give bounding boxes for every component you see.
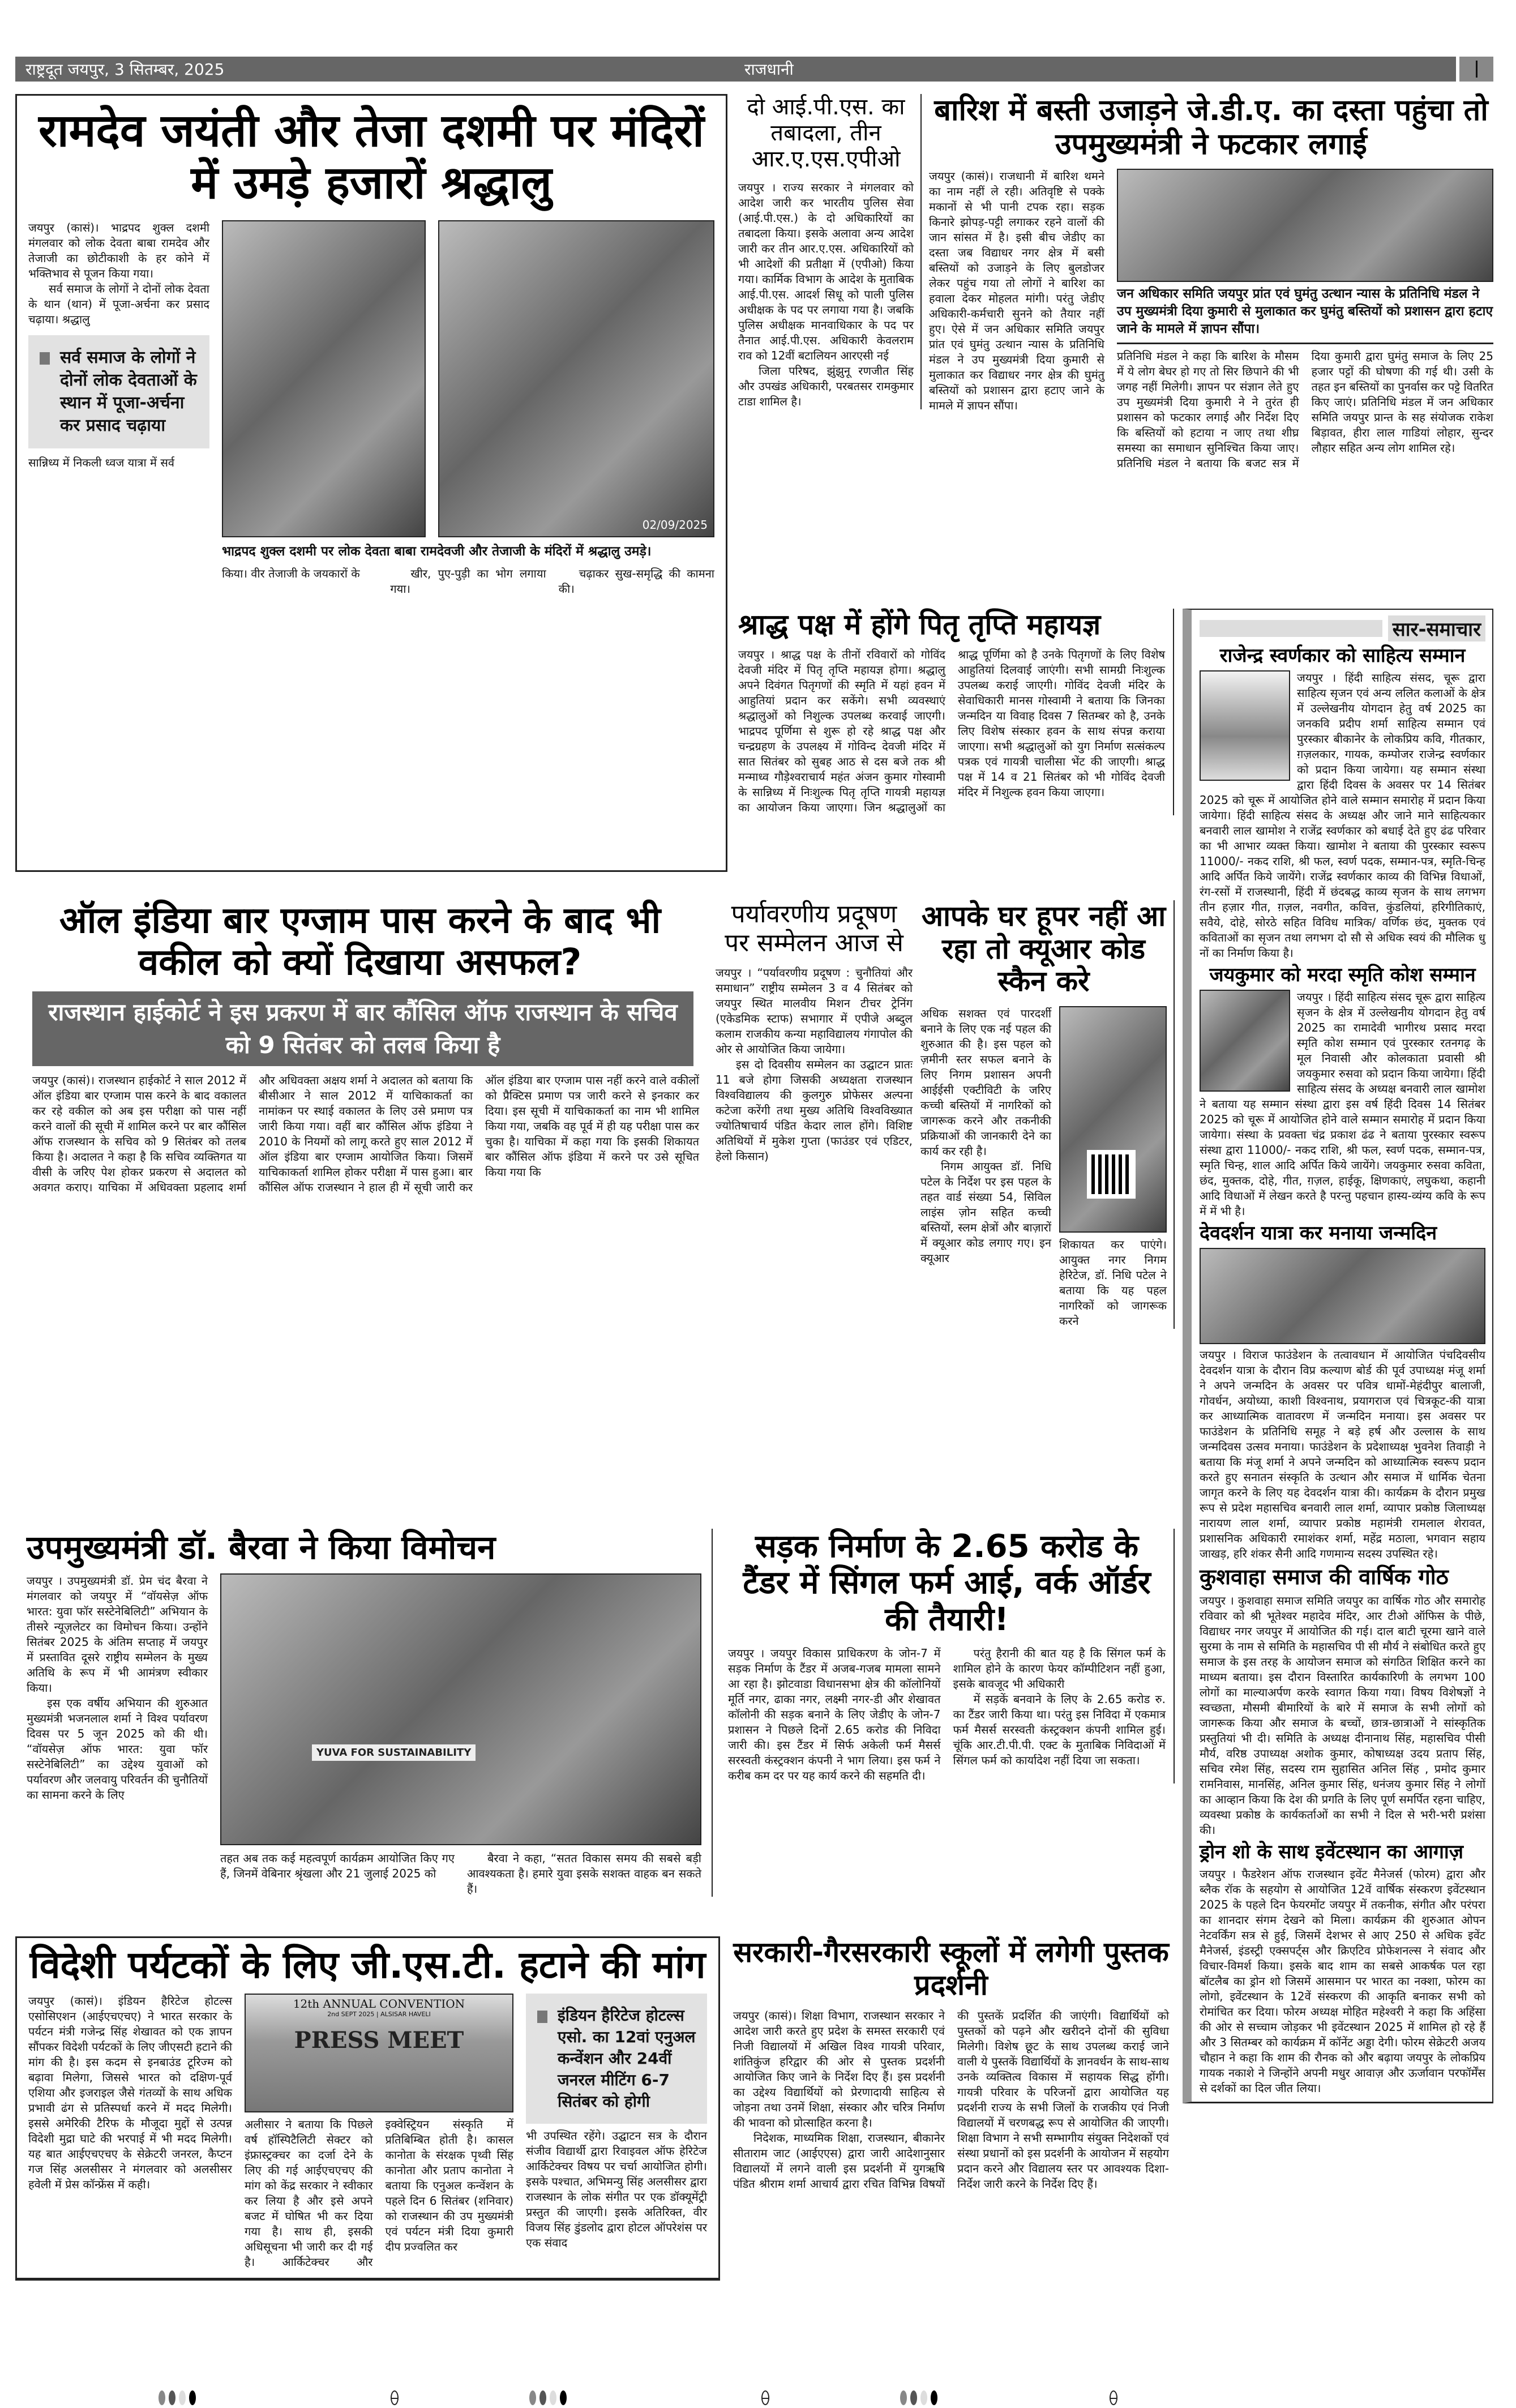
man-holding-qr-poster-photo [1059,1006,1167,1233]
body-text: खीर, पुए-पुड़ी का भोग लगाया गया। [390,567,546,596]
headline: श्राद्ध पक्ष में होंगे पितृ तृप्ति महायज्ञ [738,608,1101,641]
body-text: भी उपस्थित रहेंगे। उद्घाटन सत्र के दौरान संजीव विद्यार्थी द्वारा रिवाइवल ऑफ हेरिटेज आर्किटेक्चर विषय पर चर्चा आयोजित होगी। इसके पश्चात, अभिमन्यु सिंह अलसीसर द्वारा राजस्थान के लोक संगीत पर एक डॉक्यूमेंट्री प्रस्तुत की जाएगी। इसके अतिरिक्त, वीर विजय सिंह डुंडलोद द्वारा होटल ऑपरेशंस पर एक संवाद [526,2128,707,2249]
article-jda-basti [929,94,1493,471]
body-text: जिला परिषद, झुंझुनू रणजीत सिंह और उपखंड अधिकारी, परबतसर रामकुमार टाडा शामिल है। [738,364,914,408]
body-text: परंतु हैरानी की बात यह है कि सिंगल फर्म के शामिल होने के कारण फेयर कॉम्पीटिशन नहीं हुआ, इसके बावजूद भी अधिकारी [953,1646,1166,1691]
delegation-meeting-photo [1117,169,1493,282]
body-text: जयपुर । श्राद्ध पक्ष के तीनों रविवारों को गोविंद देवजी मंदिर में पितृ तृप्ति महायज्ञ होगा। श्रद्धालु अपने दिवंगत पितृगणों की स्मृति में यहां हवन में आहुतियां प्रदान कर सकेंगे। सभी व्यवस्थाएं श्रद्धालुओं को निशुल्क उपलब्ध करवाई जाएगी। भाद्रपद पूर्णिमा से शुरू हो रहे श्राद्ध पक्ष और चन्द्रग्रहण के उपलक्ष्य में गोविन्द देवजी मंदिर में सात सितंबर को सुबह आठ से दस बजे तक श्री मन्माध्व गौड़ेश्वराचार्य महंत अंजन कुमार गोस्वामी के सान्निध्य में निःशुल्क पितृ तृप्ति गायत्री महायज्ञ का आयोजन किया जाएगा। जिन श्रद्धालुओं का श्राद्ध पूर्णिमा को है उनके पितृगणों के लिए विशेष आहुतियां दिलवाई जाएंगी। सभी सामग्री निःशुल्क उपलब्ध कराई जाएगी। गोविंद देवजी मंदिर के सेवाधिकारी मानस गोस्वामी ने बताया कि जिनका जन्मदिन या विवाह दिवस 7 सितम्बर को है, उनके लिए विशेष संस्कार हवन के साथ संपन्न कराया जाएगा। सभी श्रद्धालुओं को युग निर्माण सत्संकल्प पत्रक एवं गायत्री चालीसा भेंट की जाएगी। श्राद्ध पक्ष में 14 व 21 सितंबर को भी गोविंद देवजी मंदिर में निशुल्क हवन किया जाएगा। [738,647,1165,814]
body-text: जयपुर (कासं)। शिक्षा विभाग, राजस्थान सरकार ने आदेश जारी करते हुए प्रदेश के समस्त सरकारी एवं निजी विद्यालयों में अखिल विश्व गायत्री परिवार, शांतिकुंज हरिद्वार की ओर से पुस्तक प्रदर्शनी आयोजित किए जाने के निर्देश दिए हैं। इस प्रदर्शनी का उद्देश्य विद्यार्थियों को प्रेरणादायी साहित्य से जोड़ना तथा उनमें शिक्षा, संस्कार और चरित्र निर्माण की भावना को प्रोत्साहित करना है। [733,2009,945,2129]
body-text: जयपुर । उपमुख्यमंत्री डॉ. प्रेम चंद बैरवा ने मंगलवार को जयपुर में “वॉयसेज़ ऑफ भारत: युवा फॉर सस्टेनेबिलिटी” अभियान के तीसरे न्यूज़लेटर का विमोचन किया। उन्होंने सितंबर 2025 के अंतिम सप्ताह में जयपुर में प्रस्तावित दूसरे राष्ट्रीय सम्मेलन के मुख्य अतिथि के रूप में भी आमंत्रण स्वीकार किया। [27,1573,208,1695]
registration-crosshair-icon [1110,2390,1117,2405]
event-highlight-box: इंडियन हैरिटेज होटल्स एसो. का 12वां एनुअल कन्वेंशन और 24वीं जनरल मीटिंग 6-7 सितंबर को होगी [526,1994,707,2124]
devotees-crowd-photo [438,220,714,537]
pilgrims-bathing-photo [1200,1248,1485,1344]
photo-caption: जन अधिकार समिति जयपुर प्रांत एवं घुमंतु उत्थान न्यास के प्रतिनिधि मंडल ने उप मुख्यमंत्री दिया कुमारी से मुलाकात कर घुमंतु बस्तियों को प्रशासन द्वारा हटाए जाने के मामले में ज्ञापन सौंपा। [1117,282,1493,344]
date-line: राष्ट्रदूत जयपुर, 3 सितम्बर, 2025 [25,60,225,79]
body-text: जयपुर । विराज फाउंडेशन के तत्वावधान में आयोजित पंचदिवसीय देवदर्शन यात्रा के दौरान विप्र कल्याण बोर्ड की पूर्व उपाध्यक्ष मंजू शर्मा ने अपने जन्मदिन के अवसर पर पवित्र धामों-मेहंदीपुर बालाजी, गोवर्धन, अयोध्या, काशी विश्वनाथ, प्रयागराज एवं चित्रकूट-की यात्रा कर आध्यात्मिक वातावरण में जन्मदिन मनाया। इस अवसर पर फाउंडेशन के प्रतिनिधि समूह ने बड़े हर्ष और उल्लास के साथ जन्मदिवस उत्सव मनाया। फाउंडेशन के प्रदेशाध्यक्ष भुवनेश तिवाड़ी ने बताया कि मंजू शर्मा ने अपने जन्मदिन को आध्यात्मिक स्वरूप प्रदान करते हुए सनातन संस्कृति के उत्थान और समाज में धार्मिक चेतना जागृत करने के लिए यह देवदर्शन यात्रा की। कार्यक्रम के दौरान प्रमुख रूप से प्रदेश महासचिव बनवारी लाल शर्मा, व्यापार प्रकोष्ठ जिलाध्यक्ष नारायण लाल शर्मा, व्यापार प्रकोष्ठ महामंत्री रामलाल शेरावत, प्रशासनिक अधिकारी रमाशंकर शर्मा, महेंद्र मठाला, भगवान सहाय जाखड़, हरि शंकर सैनी आदि गणमान्य सदस्य उपस्थित रहे। [1200,1348,1485,1561]
body-text: जयपुर । फैडरेशन ऑफ राजस्थान इवेंट मैनेजर्स (फोरम) द्वारा और ब्लैक रॉक के सहयोग से आयोजित 12वें वार्षिक संस्करण इवेंटस्थान 2025 के पहले दिन फेयरमोंट जयपुर में तकनीक, संगीत और परंपरा का शानदार संगम देखने को मिला। कार्यक्रम की शुरुआत ओपन नेटवर्किंग सत्र से हुई, जिसमें देशभर से आए 250 से अधिक इवेंट मैनेजर्स, इंडस्ट्री एक्सपर्ट्स और क्रिएटिव प्रोफेशनल्स ने संवाद और विचार-विमर्श किया। इसके बाद शाम का सबसे आकर्षक पल रहा बॉटलैब का ड्रोन शो जिसमें आसमान पर भारत का नक्शा, फोरम का लोगो, इवेंटस्थान के 12वें संस्करण की आकृति बनाकर सभी को रोमांचित कर दिया। फोरम अध्यक्ष मोहित महेश्वरी ने कहा कि अहिंसा की ओर से सच्चाम जोड़कर भी इवेंटस्थान 2025 में शामिल हो रहे हैं और 3 सितम्बर को कार्यक्रम में कॉनेंट अड्डा देगी। फोरम सेक्रेटरी अजय चौहान ने कहा कि शाम की रौनक को और बढ़ाया जयपुर के लोकप्रिय गायक नकाशे ने जिन्होंने अपनी मधुर आवाज़ और ऊर्जावान परफॉर्मेंस से दर्शकों का दिल जीत लिया। [1200,1867,1485,2095]
headline: देवदर्शन यात्रा कर मनाया जन्मदिन [1200,1222,1437,1245]
article-qr-code [920,900,1175,1329]
body-text: प्रतिनिधि मंडल ने कहा कि बारिश के मौसम में ये लोग बेघर हो गए तो सिर छिपाने की भी जगह नहीं मिलेगी। ज्ञापन पर संज्ञान लेते हुए उप मुख्यमंत्री दिया कुमारी ने ने तुरंत ही प्रशासन को फटकार लगाई और निर्देश दिए कि बस्तियों को हटाया न जाए तथा शीघ्र समस्या का समाधान सुनिश्चित किया जाए। प्रतिनिधि मंडल ने बताया कि बजट सत्र में दिया कुमारी द्वारा घुमंतु समाज के लिए 25 हजार पट्टों की घोषणा की गई थी। उसी के तहत इन बस्तियों का पुनर्वास कर पट्टे वितरित किए जाएं। प्रतिनिधि मंडल में जन अधिकार समिति जयपुर प्रान्त के सह संयोजक राकेश बिड़ावत, हीरा लाल गाडियां लोहार, सुन्दर लौहार सहित अन्य लोग शामिल रहे। [1117,349,1493,470]
jda-right-area [1117,169,1493,471]
body-text: अधिक सशक्त एवं पारदर्शी बनाने के लिए एक नई पहल की शुरुआत की है। इस पहल को ज़मीनी स्तर सफल बनाने के लिए निगम प्रशासन अपनी आईईसी एक्टीविटी के जरिए कच्ची बस्तियों में नागरिकों को जागरूक करने और तकनीकी प्रक्रियाओं की जानकारी देने का कार्य कर रही है। [920,1006,1051,1158]
body-text: जयपुर । जयपुर विकास प्राधिकरण के जोन-7 में सड़क निर्माण के टैंडर में अजब-गजब मामला सामने आ रहा है। झोटवाडा विधानसभा क्षेत्र की कॉलोनियों मूर्ति नगर, ढाका नगर, लक्ष्मी नगर-डी और शेखावत कॉलोनी की सड़क बनाने के लिए जेडीए के जोन-7 प्रशासन ने पिछले दिनों 2.65 करोड की निविदा जारी की। इस टैंडर में सिर्फ अकेली फर्म मैसर्स सरस्वती कंस्ट्रक्शन कंपनी ने भाग लिया। इस फर्म ने करीब कम दर पर यह कार्य करने की सहमति दी। [728,1646,941,1783]
jda-left-column [929,169,1104,413]
photo-banner-text: 12th ANNUAL CONVENTION [293,1996,465,2011]
rajendra-portrait-photo [1200,670,1290,781]
section-name: राजधानी [744,60,794,79]
page-header-bar [15,57,1456,82]
body-text: शिकायत कर पाएंगे। आयुक्त नगर निगम हेरिटेज, डॉ. निधि पटेल ने बताया कि यह पहल नागरिकों को जागरूक करने [1059,1237,1167,1328]
photo-timestamp: 02/09/2025 [642,518,708,532]
print-color-marks [159,2390,196,2405]
page-number-marker [1458,57,1493,82]
headline: रामदेव जयंती और तेजा दशमी पर मंदिरों में उमड़े हजारों श्रद्धालु [38,104,704,209]
headline: सरकारी-गैरसरकारी स्कूलों में लगेगी पुस्तक प्रदर्शनी [733,1936,1169,2001]
body-text: सान्निध्य में निकली ध्वज यात्रा में सर्व [28,456,174,469]
ramdev-cont-columns [222,566,714,597]
photo-press-meet-text: PRESS MEET [294,2026,464,2054]
pull-quote: सर्व समाज के लोगों ने दोनों लोक देवताओं के स्थान में पूजा-अर्चना कर प्रसाद चढ़ाया [28,335,209,448]
body-text: में सड़कें बनवाने के लिए के 2.65 करोड रु. का टैंडर जारी किया था। परंतु इस निविदा में एकमात्र फर्म मैसर्स सरस्वती कंस्ट्रक्शन कंपनी शामिल हुई। चूंकि आर.टी.पी.पी. एक्ट के मुताबिक निविदाओं में सिंगल फर्म को कार्यादेश नहीं दिया जा सकता। [953,1692,1166,1768]
body-text: जयपुर । राज्य सरकार ने मंगलवार को आदेश जारी कर भारतीय पुलिस सेवा (आई.पी.एस.) के दो अधिकारियों का तबादला किया। इसके अलावा अन्य आदेश जारी कर तीन आर.ए.एस. अधिकारियों को भी आदेशों की प्रतीक्षा में (एपीओ) किया गया। कार्मिक विभाग के आदेश के मुताबिक आई.पी.एस. आदर्श सिधू को पाली पुलिस अधीक्षक के पद पर लगाया गया है। जबकि पुलिस अधीक्षक मानवाधिकार के पद पर तैनात आई.पी.एस. अधिकारी केवलराम राव को 12वीं बटालियन आरएसी नई [738,181,914,362]
headline: सड़क निर्माण के 2.65 करोड के टैंडर में सिंगल फर्म आई, वर्क ऑर्डर की तैयारी! [743,1528,1151,1638]
body-text: जयपुर (कासं)। राजधानी में बारिश थमने का नाम नहीं ले रही। अतिवृष्टि से पक्के मकानों से भी पानी टपक रहा। सड़क किनारे झोपड़-पट्टी लगाकर रहने वालों की जान सांसत में है। इसी बीच जेडीए का दस्ता जब विद्याधर नगर क्षेत्र में बसी बस्तियों को उजाड़ने के लिए बुलडोजर लेकर पहुंच गया तो लोगों ने बारिश का हवाला देकर मोहलत मांगी। परंतु जेडीए अधिकारी-कर्मचारी सुनने को तैयार नहीं हुए। ऐसे में जन अधिकार समिति जयपुर प्रांत एवं घुमंतु उत्थान न्यास के प्रतिनिधि मंडल ने उप मुख्यमंत्री दिया कुमारी से मुलाकात कर विद्याधर नगर क्षेत्र की घुमंतु बस्तियों को प्रशासन द्वारा हटाए जाने के मामले में ज्ञापन सौंपा। [929,169,1104,412]
body-text: इस एक वर्षीय अभियान की शुरुआत मुख्यमंत्री भजनलाल शर्मा ने विश्व पर्यावरण दिवस पर 5 जून 2025 को की थी। “वॉयसेज़ ऑफ भारत: युवा फॉर सस्टेनेबिलिटी” का उद्देश्य युवाओं को पर्यावरण और जलवायु परिवर्तन की चुनौतियों का सामना करने के लिए [27,1696,208,1802]
body-text: किया। वीर तेजाजी के जयकारों के [222,567,360,580]
jaikumar-portrait-photo [1200,990,1290,1092]
headline: दो आई.पी.एस. का तबादला, तीन आर.ए.एस.एपीओ [747,94,905,172]
headline: ऑल इंडिया बार एग्जाम पास करने के बाद भी वकील को क्यों दिखाया असफल? [59,900,661,983]
article-environment-conference [712,900,916,1164]
article-bairwa-launch [15,1529,713,1897]
headline: उपमुख्यमंत्री डॉ. बैरवा ने किया विमोचन [27,1528,496,1567]
article-ips-transfer [738,94,922,409]
body-text: सर्व समाज के लोगों ने दोनों लोक देवता के थान (थान) में पूजा-अर्चना कर प्रसाद चढ़ाया। श्रद्धालु [28,282,209,326]
temple-deity-photo [222,220,426,537]
print-color-marks [529,2390,567,2405]
headline: जयकुमार को मरदा स्मृति कोश सम्मान [1209,964,1476,987]
article-road-tender [720,1529,1175,1783]
body-text: जयपुर । कुशवाहा समाज समिति जयपुर का वार्षिक गोठ और समारोह रविवार को श्री भूतेश्वर महादेव मंदिर, आर टीओ ऑफिस के पीछे, विद्याधर नगर जयपुर में आयोजित की गई। दाल बाटी चूरमा खाने वाले सुरमा के नाम से समिति के महासचिव पी सी मौर्य ने संबोधित करते हुए समाज के इस तरह के आयोजन समाज को संगठित शिक्षित करने का माध्यम बताया। इस दौरान विस्तारित कार्यकारिणी के लगभग 100 लोगों का माल्याअर्पण करके स्वागत किया गया। विषय विशेषज्ञों ने स्वच्छता, मौसमी बीमारियों के बारे में समाज के सभी लोगों को जागरूक किया और समाज के बच्चों, छात्र-छात्राओं ने सांस्कृतिक प्रस्तुतियां भी दी। समिति के अध्यक्ष दीनानाथ सिंह, महासचिव पीसी मौर्य, वरिष्ठ उपाध्यक्ष अशोक कुमार, कोषाध्यक्ष उदय प्रताप सिंह, सचिव रमेश सिंह, सदस्य राम सुहासित अनिल सिंह , प्रमोद कुमार रामनिवास, मानसिंह, अनिल कुमार सिंह, धनंजय कुमार सिंह ने लोगों का आव्हान किया कि देश की प्रगति के लिए पूर्ण समर्पित रहना चाहिए, व्यवस्था प्रकोष्ठ के कार्यकर्ताओं का सभी ने दिल से भरी-भरी प्रशंसा की। [1200,1593,1485,1837]
body-text: अलीसार ने बताया कि पिछले वर्ष हॉस्पिटैलिटी सेक्टर को इंफ्रास्ट्रक्चर का दर्जा देने के लिए की गई आईएचएचए की मांग को केंद्र सरकार ने स्वीकार कर लिया है और इसे अपने बजट में घोषित भी कर दिया गया है। साथ ही, इसकी अधिसूचना भी जारी कर दी गई है। आर्किटेक्चर और इक्वेस्ट्रियन संस्कृति में प्रतिबिम्बित होती है। कासल कानोता के संरक्षक पृथ्वी सिंह कानोता और प्रताप कानोता ने बताया कि एनुअल कन्वेंशन के पहले दिन 6 सितंबर (शनिवार) को राजस्थान की उप मुख्यमंत्री एवं पर्यटन मंत्री दिया कुमारी दीप प्रज्वलित कर [245,2117,513,2269]
registration-crosshair-icon [391,2390,399,2405]
photo-caption: भाद्रपद शुक्ल दशमी पर लोक देवता बाबा रामदेवजी और तेजाजी के मंदिरों में श्रद्धालु उमड़े। [222,544,652,559]
body-text: तहत अब तक कई महत्वपूर्ण कार्यक्रम आयोजित किए गए हैं, जिनमें वेबिनार श्रृंखला और 21 जुलाई 2025 को [220,1851,455,1880]
body-text: इस दो दिवसीय सम्मेलन का उद्घाटन प्रातः 11 बजे होगा जिसकी अध्यक्षता राजस्थान विश्वविद्यालय की कुलगुरु प्रोफेसर अल्पना कटेजा करेंगी तथा मुख्य अतिथि विश्वविख्यात ज्योतिषाचार्य पंडित केदार लाल होंगे। विशिष्ट अतिथियों में मुकेश गुप्ता (फाउंडर एवं एडिटर, हेलो किसान) [716,1058,913,1164]
headline: बारिश में बस्ती उजाड़ने जे.डी.ए. का दस्ता पहुंचा तो उपमुख्यमंत्री ने फटकार लगाई [934,93,1488,161]
body-text: जयपुर । हिंदी साहित्य संसद, चूरू द्वारा साहित्य सृजन एवं अन्य ललित कलाओं के क्षेत्र में उल्लेखनीय योगदान हेतु वर्ष 2025 का जनकवि प्रदीप शर्मा साहित्य सम्मान एवं पुरस्कार बीकानेर के लोकप्रिय कवि, गीतकार, ग़ज़लकार, गायक, कम्पोजर राजेन्द्र स्वर्णकार को प्रदान किया जायेगा। यह सम्मान संस्था द्वारा हिंदी दिवस के अवसर पर 14 सितंबर 2025 को चूरू में आयोजित होने वाले सम्मान समारोह में प्रदान किया जायेगा। हिंदी साहित्य संसद के अध्यक्ष और जाने माने साहित्यकार बनवारी लाल खामोश ने राजेंद्र स्वर्णकार को बधाई देते हुए ढंढ परिवार का भी आभार व्यक्त किया। खामोश ने बताया की पुरस्कार स्वरूप 11000/- नकद राशि, श्री फल, स्वर्ण पदक, सम्मान-पत्र, स्मृति-चिन्ह आदि अर्पित किये जायेंगे। राजेंद्र स्वर्णकार काव्य की विभिन्न विधाओं, रंग-रसों में राजस्थानी, हिंदी में छंदबद्ध काव्य सृजन के साथ लगभग तीन हज़ार गीत, ग़ज़ल, नवगीत, कवित्त, कुंडलियां, हरिगीतिकाएं, सवैये, दोहे, सोरठे सहित विविध मात्रिक/ वर्णिक छंद, मुक्तक एवं कविताओं का सृजन तथा लगभग दो सौ से अधिक स्वयं की मौलिक धु नों का निर्माण किया है। [1200,671,1485,960]
body-text: जयपुर (कासं)। इंडियन हैरिटेज होटल्स एसोसिएशन (आईएचएचए) ने भारत सरकार के पर्यटन मंत्री गजेन्द्र सिंह शेखावत को एक ज्ञापन सौंपकर विदेशी पर्यटकों के लिए जीएसटी हटाने की मांग की है। इस कदम से इनबाउंड टूरिज्म को बढ़ावा मिलेगा, जिससे भारत को दक्षिण-पूर्व एशिया और इजराइल जैसे गंतव्यों के साथ अधिक प्रभावी ढंग से प्रतिस्पर्धा करने में मदद मिलेगी। इससे अमेरिकी टैरिफ के मौजूदा मुद्दों से उत्पन्न विदेशी मुद्रा घाटे की भरपाई में भी मदद मिलेगी। यह बात आईएचएचए के सेक्रेटरी जनरल, कैप्टन गज सिंह अलसीसर ने मंगलवार को अलसीसर हवेली में प्रेस कॉन्फ्रेंस में कही। [28,1994,232,2191]
news-brief-sidebar [1183,609,1493,2103]
registration-crosshair-icon [761,2390,769,2405]
headline: कुशवाहा समाज की वार्षिक गोठ [1200,1564,1449,1590]
newsletter-title: YUVA FOR SUSTAINABILITY [312,1744,476,1761]
body-text: जयपुर । “पर्यावरणीय प्रदूषण : चुनौतियां और समाधान” राष्ट्रीय सम्मेलन 3 व 4 सितंबर को जयपुर स्थित मालवीय मिशन टीचर ट्रेनिंग (एकेडमिक स्टाफ) सभागार में एपीजे अब्दुल कलाम राजकीय कन्या महाविद्यालय गंगापोल की ओर से आयोजित किया जायेगा। [716,966,913,1057]
headline: पर्यावरणीय प्रदूषण पर सम्मेलन आज से [725,900,903,957]
photo-banner-subtext: 2nd SEPT 2025 | ALSISAR HAVELI [327,2010,431,2018]
body-text: चढ़ाकर सुख-समृद्धि की कामना की। [558,567,714,596]
article-bar-exam [15,900,705,1195]
article-shraddh [738,609,1174,815]
press-meet-photo [245,1994,513,2112]
body-text: जयपुर (कासं)। भाद्रपद शुक्ल दशमी मंगलवार को लोक देवता बाबा रामदेव और तेजाजी का छोटीकाशी के हर कोने में भक्तिभाव से पूजन किया गया। [28,221,209,280]
body-text: जयपुर (कासं)। राजस्थान हाईकोर्ट ने साल 2012 में ऑल इंडिया बार एग्जाम पास करने के बाद वकालत कर रहे वकील को अब इस परीक्षा को पास नहीं करने वालों की सूची में शामिल करने पर बार कौंसिल ऑफ राजस्थान के सचिव को 9 सितंबर को तलब किया है। अदालत ने कहा है कि सचिव व्यक्तिगत या वीसी के जरिए पेश होकर प्रकरण से अदालत को अवगत कराए। याचिका में अधिवक्ता प्रहलाद शर्मा और अधिवक्ता अक्षय शर्मा ने अदालत को बताया कि बीसीआर ने साल 2012 में याचिकाकर्ता का नामांकन पर स्थाई वकालत के लिए उसे प्रमाण पत्र जारी किया गया। वहीं बार कौंसिल ऑफ इंडिया ने 2010 के नियमों को लागू करते हुए साल 2012 में ऑल इंडिया बार एग्जाम आयोजित किया। जिसमें याचिकाकर्ता शामिल होकर परीक्षा में पास हुआ। बार कौंसिल ऑफ राजस्थान ने हाल ही में सूची जारी कर ऑल इंडिया बार एग्जाम पास नहीं करने वाले वकीलों को प्रैक्टिस प्रमाण पत्र जारी करने से इनकार कर दिया। इस सूची में याचिकाकर्ता का नाम भी शामिल किया गया, जबकि वह पूर्व में ही यह परीक्षा पास कर चुका है। याचिका में कहा गया कि इसकी शिकायत बार कौंसिल ऑफ इंडिया में करने पर उसे सूचित किया गया कि [32,1073,699,1195]
body-text: निदेशक, माध्यमिक शिक्षा, राजस्थान, बीकानेर सीताराम जाट (आईएएस) द्वारा जारी आदेशानुसार विद्यालयों में लगने वाली इस प्रदर्शनी में युगऋषि पंडित श्रीराम शर्मा आचार्य द्वारा रचित विभिन्न विषयों की पुस्तकें प्रदर्शित की जाएंगी। विद्यार्थियों को पुस्तकों को पढ़ने और खरीदने दोनों की सुविधा मिलेगी। विशेष छूट के साथ उपलब्ध कराई जाने वाली ये पुस्तकें विद्यार्थियों के ज्ञानवर्धन के साथ-साथ उनके व्यक्तित्व विकास में सहायक सिद्ध होंगी। गायत्री परिवार के परिजनों द्वारा आयोजित यह प्रदर्शनी राज्य के सभी जिलों के राजकीय एवं निजी विद्यालयों में चरणबद्ध रूप से आयोजित की जाएगी। शिक्षा विभाग ने सभी सम्भागीय संयुक्त निदेशकों एवं संस्था प्रधानों को इस प्रदर्शनी के आयोजन में सहयोग प्रदान करने और विद्यालय स्तर पर आवश्यक दिशा-निर्देश जारी करने के निर्देश दिए हैं। [733,2009,1169,2191]
article-school-book-exhibition [727,1936,1175,2192]
headline: राजेन्द्र स्वर्णकार को साहित्य सम्मान [1219,644,1466,667]
headline: विदेशी पर्यटकों के लिए जी.एस.टी. हटाने की मांग [29,1943,706,1987]
newsletter-release-photo [220,1573,701,1845]
headline: आपके घर हूपर नहीं आ रहा तो क्यूआर कोड स्कैन करे [921,900,1166,998]
body-text: बैरवा ने कहा, “सतत विकास समय की सबसे बड़ी आवश्यकता है। हमारे युवा इसके सशक्त वाहक बन सकते हैं। [467,1851,701,1896]
ramdev-left-column [28,220,209,471]
qr-code-icon [1091,1154,1131,1194]
article-ramdev [15,94,727,872]
article-gst-foreign-tourists [15,1936,720,2281]
body-text: निगम आयुक्त डॉ. निधि पटेल के निर्देश पर इस पहल के तहत वार्ड संख्या 54, सिविल लाइंस ज़ोन सहित कच्ची बस्तियों, स्लम क्षेत्रों और बाज़ारों में क्यूआर कोड लगाए गए। इन क्यूआर [920,1159,1051,1265]
ramdev-right-area [222,220,714,597]
section-label-saar-samachar: सार-समाचार [1388,615,1485,641]
body-text: जयपुर । हिंदी साहित्य संसद चूरू द्वारा साहित्य सृजन के क्षेत्र में उल्लेखनीय योगदान हेतु वर्ष 2025 का रामादेवी भागीरथ प्रसाद मरदा स्मृति कोश सम्मान एवं पुरस्कार रतनगढ़ के मूल निवासी और कोलकाता प्रवासी श्री जयकुमार रुसवा को प्रदान किया जायेगा। हिंदी साहित्य संसद के अध्यक्ष बनवारी लाल खामोश ने बताया यह सम्मान संस्था द्वारा इस वर्ष हिंदी दिवस 14 सितंबर 2025 को चूरू में आयोजित होने वाले सम्मान समारोह में प्रदान किया जायेगा। संस्था के प्रवक्ता चंद्र प्रकाश ढंढ ने बताया पुरस्कार स्वरूप संस्था द्वारा 11000/- नकद राशि, श्री फल, स्वर्ण पदक, सम्मान-पत्र, स्मृति चिन्ह, शाल आदि अर्पित किये जायेंगे। जयकुमार रुसवा कविता, छंद, मुक्तक, दोहे, गीत, ग़ज़ल, हाईकू, क्षिणकाएं, लघुकथा, कहानी आदि विधाओं में लेखन करते है परन्तु पहचान हास्य-व्यंग्य कवि के रूप में में भी है। [1200,990,1485,1218]
print-color-marks [900,2390,937,2405]
highlight-banner: राजस्थान हाईकोर्ट ने इस प्रकरण में बार कौंसिल ऑफ राजस्थान के सचिव को 9 सितंबर को तलब किया है [32,991,693,1066]
headline: ड्रोन शो के साथ इवेंटस्थान का आगाज़ [1200,1840,1463,1863]
jda-lower-columns [1117,349,1493,471]
